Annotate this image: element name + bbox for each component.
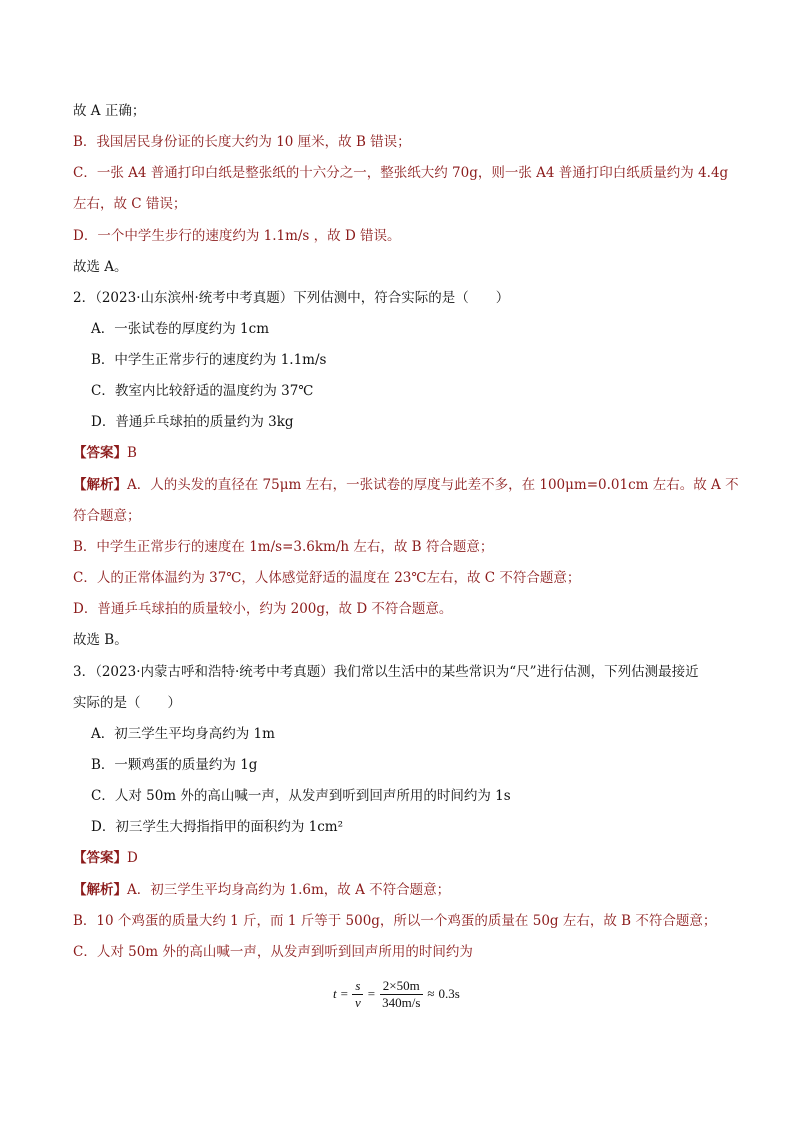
formula-approx: ≈	[427, 986, 435, 1001]
formula-fraction-values	[379, 978, 423, 1011]
analysis-label: 【解析】	[73, 477, 127, 493]
text-line: C．一张 A4 普通打印白纸是整张纸的十六分之一，整张纸大约 70g，则一张 A4 普通打印白纸质量约为 4.4g	[73, 165, 729, 181]
question-3-option-c: C．人对 50m 外的高山喊一声，从发声到听到回声所用的时间约为 1s	[91, 788, 511, 804]
question-2-stem: 2．（2023·山东滨州·统考中考真题）下列估测中，符合实际的是（ ）	[73, 290, 510, 306]
question-2-conclusion: 故选 B。	[73, 632, 128, 648]
question-2-analysis	[73, 475, 739, 495]
formula-lhs: t	[333, 986, 337, 1001]
question-2-answer	[73, 443, 137, 463]
question-3-stem: 3．（2023·内蒙古呼和浩特·统考中考真题）我们常以生活中的某些常识为“尺”进行估测，下列估测最接近	[73, 664, 699, 680]
question-2-option-b: B．中学生正常步行的速度约为 1.1m/s	[91, 352, 327, 368]
question-3-answer	[73, 848, 138, 868]
question-3-analysis	[73, 880, 450, 900]
analysis-label: 【解析】	[73, 882, 127, 898]
formula-equals: =	[340, 986, 348, 1001]
fraction-denominator: v	[354, 994, 361, 1010]
analysis-text: A．初三学生平均身高约为 1.6m，故 A 不符合题意；	[127, 882, 451, 898]
text-line: C．人的正常体温约为 37℃，人体感觉舒适的温度在 23℃左右，故 C 不符合题意；	[73, 570, 581, 586]
time-formula	[333, 974, 460, 1014]
text-line: D．普通乒乓球拍的质量较小，约为 200g，故 D 不符合题意。	[73, 601, 453, 617]
question-2-option-c: C．教室内比较舒适的温度约为 37℃	[91, 383, 314, 399]
text-line: B．我国居民身份证的长度大约为 10 厘米，故 B 错误；	[73, 134, 411, 150]
answer-label: 【答案】	[73, 850, 127, 866]
text-line: B．10 个鸡蛋的质量大约 1 斤，而 1 斤等于 500g，所以一个鸡蛋的质量在 50g 左右，故 B 不符合题意；	[73, 913, 717, 929]
question-2-option-a: A．一张试卷的厚度约为 1cm	[91, 321, 269, 337]
text-line: C．人对 50m 外的高山喊一声，从发声到听到回声所用的时间约为	[73, 944, 473, 960]
answer-value: D	[127, 850, 138, 866]
question-3-stem-cont: 实际的是（ ）	[73, 695, 181, 711]
analysis-text: A．人的头发的直径在 75μm 左右，一张试卷的厚度与此差不多，在 100μm=0.01cm 左右。故 A 不	[127, 477, 739, 493]
text-line: 故选 A。	[73, 259, 128, 275]
question-3-option-d: D．初三学生大拇指指甲的面积约为 1cm²	[91, 819, 343, 835]
question-2-option-d: D．普通乒乓球拍的质量约为 3kg	[91, 414, 294, 430]
question-3-option-b: B．一颗鸡蛋的质量约为 1g	[91, 757, 258, 773]
text-line: 左右，故 C 错误；	[73, 196, 187, 212]
fraction-numerator: 2×50m	[380, 978, 423, 995]
text-line: B．中学生正常步行的速度在 1m/s=3.6km/h 左右，故 B 符合题意；	[73, 539, 494, 555]
text-line: D．一个中学生步行的速度约为 1.1m/s ，故 D 错误。	[73, 228, 401, 244]
text-line: 符合题意；	[73, 508, 141, 524]
answer-value: B	[127, 445, 137, 461]
answer-label: 【答案】	[73, 445, 127, 461]
text-line: 故 A 正确；	[73, 103, 146, 119]
formula-equals: =	[367, 986, 376, 1001]
fraction-numerator: s	[352, 978, 363, 995]
question-3-option-a: A．初三学生平均身高约为 1m	[91, 726, 275, 742]
fraction-denominator: 340m/s	[382, 994, 421, 1010]
formula-fraction-sv	[352, 978, 364, 1011]
formula-result: 0.3s	[438, 986, 460, 1001]
